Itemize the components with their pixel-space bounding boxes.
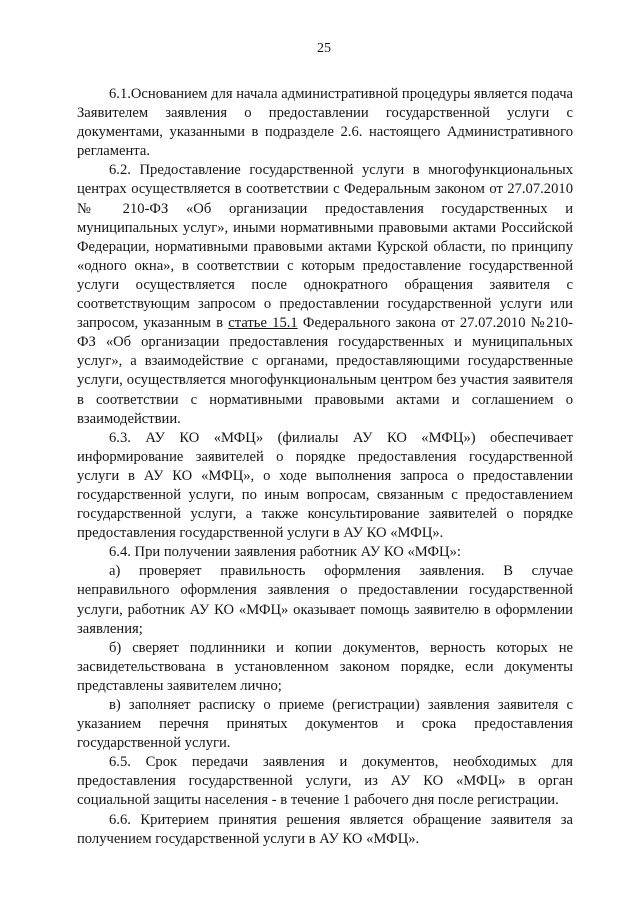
paragraph-6-5: 6.5. Срок передачи заявления и документов, необходимых для предоставления государственной услуги, из АУ КО «МФЦ» в орган социальной защиты населения - в течение 1 рабочего дня после регистрации. <box>77 754 573 809</box>
article-15-1-link[interactable]: статье 15.1 <box>228 315 298 332</box>
paragraph-6-4-v: в) заполняет расписку о приеме (регистрации) заявления заявителя с указанием перечня принятых документов и срока предоставления государственной услуги. <box>77 697 573 752</box>
document-body <box>77 85 573 849</box>
paragraph-6-2-text-end: Федерального закона от 27.07.2010 №210-ФЗ «Об организации предоставления государственных и муниципальных услуг», а взаимодействие с органами, предоставляющими государственные услуги, осуществляется многофункциональным центром без участия заявителя в соответствии с нормативными правовыми актами и соглашением о взаимодействии. <box>77 315 573 427</box>
paragraph-6-1: 6.1.Основанием для начала административной процедуры является подача Заявителем заявления о предоставлении государственной услуги с документами, указанными в подразделе 2.6. настоящего Административного регламента. <box>77 86 574 160</box>
paragraph-6-2-text-start: 6.2. Предоставление государственной услуги в многофункциональных центрах осуществляется в соответствии с Федеральным законом от 27.07.2010 № 210-ФЗ «Об организации предоставления государственных и муниципальных услуг», иными нормативными правовыми актами Российской Федерации, нормативными правовыми актами Курской области, по принципу «одного окна», в соответствии с которым предоставление государственной услуги осуществляется после однократного обращения заявителя с соответствующим запросом о предоставлении государственной услуги или запросом, указанным в <box>77 162 573 332</box>
paragraph-6-6: 6.6. Критерием принятия решения является обращение заявителя за получением государственной услуги в АУ КО «МФЦ». <box>77 811 573 847</box>
page-number: 25 <box>317 41 331 56</box>
paragraph-6-3: 6.3. АУ КО «МФЦ» (филиалы АУ КО «МФЦ») обеспечивает информирование заявителей о порядке предоставления государственной услуги в АУ КО «МФЦ», о ходе выполнения запроса о предоставлении государственной услуги, по иным вопросам, связанным с предоставлением государственной услуги, а также консультирование заявителей о порядке предоставления государственной услуги в АУ КО «МФЦ». <box>77 429 573 542</box>
paragraph-6-4: 6.4. При получении заявления работник АУ КО «МФЦ»: <box>109 544 461 561</box>
paragraph-6-4-a: а) проверяет правильность оформления заявления. В случае неправильного оформления заявления о предоставлении государственной услуги, работник АУ КО «МФЦ» оказывает помощь заявителю в оформлении заявления; <box>77 563 573 637</box>
paragraph-6-2 <box>77 161 573 428</box>
paragraph-6-4-b: б) сверяет подлинники и копии документов, верность которых не засвидетельствована в установленном законом порядке, если документы представлены заявителем лично; <box>77 639 573 694</box>
